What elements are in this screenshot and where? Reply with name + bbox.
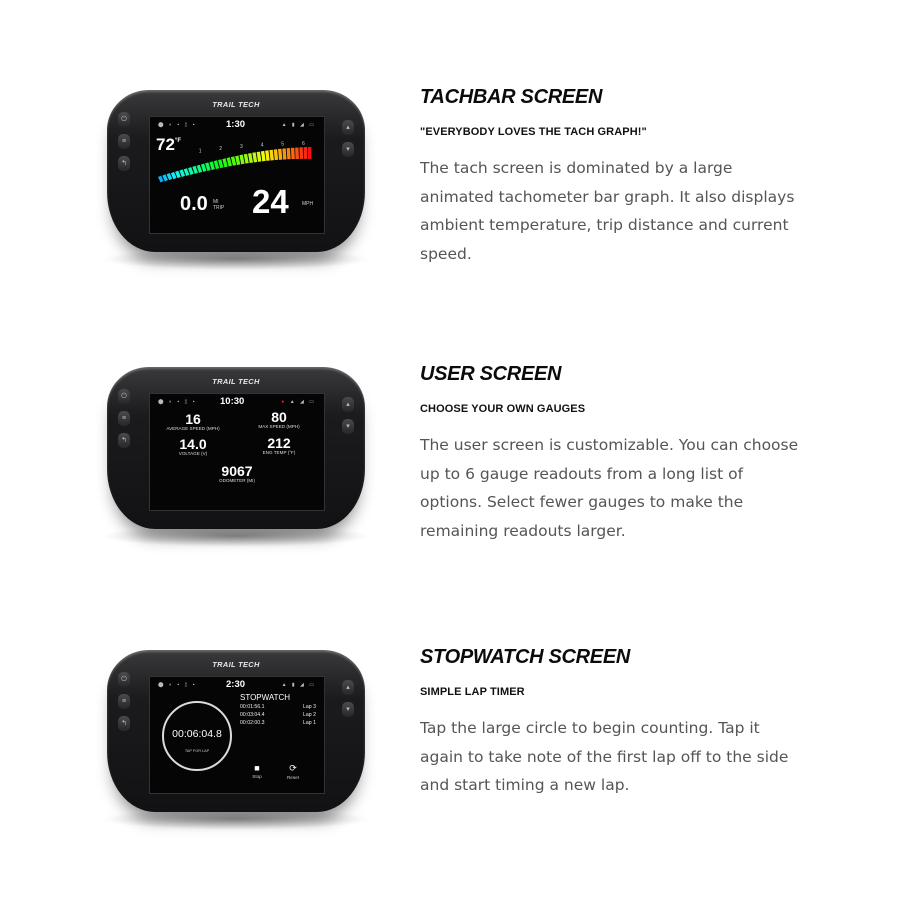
tap-for-lap-label: TAP FOR LAP [184, 749, 210, 753]
status-bar [150, 119, 324, 131]
status-bar [150, 396, 324, 408]
back-button-icon: ↰ [118, 716, 130, 731]
tach-bar-segment [299, 147, 303, 159]
gauge-max-speed [236, 410, 322, 430]
tach-bar-segment [282, 148, 286, 159]
trip-unit [213, 199, 224, 211]
device-shadow [101, 248, 371, 270]
tach-bar-segment [295, 147, 299, 159]
tach-bar-segment [291, 148, 295, 159]
tach-scale-label: 3 [240, 143, 243, 150]
stopwatch-panel-title: STOPWATCH [240, 693, 291, 702]
gauge-value: 14.0 [179, 436, 207, 452]
lap-name: Lap 1 [303, 720, 316, 726]
tach-bar-segment [244, 154, 249, 164]
gauge-label: VOLTAGE (V) [178, 451, 208, 456]
section-subtitle: "EVERYBODY LOVES THE TACH GRAPH!" [420, 126, 647, 138]
lap-name: Lap 2 [303, 712, 316, 718]
tachbar-device-image [107, 90, 365, 252]
section-title: USER SCREEN [420, 363, 562, 385]
temperature-unit: °F [174, 138, 181, 144]
gauge-voltage [150, 437, 236, 457]
reset-icon: ⟳ [289, 763, 297, 773]
section-title: STOPWATCH SCREEN [420, 646, 631, 668]
tach-bar-segment [257, 152, 262, 162]
tach-scale-label: 4 [260, 142, 264, 149]
temperature-value: 72 [156, 135, 175, 154]
status-icons-right: ● ▲ ◢ ▭ [281, 399, 316, 405]
tach-scale-label: 6 [302, 141, 305, 147]
tach-bar-segment [231, 156, 236, 165]
status-icons-left: ⬤ ◐ ▪ ▯ ▪ [158, 399, 197, 405]
trip-value: 0.0 [180, 193, 208, 215]
stopwatch-section [0, 628, 900, 888]
tach-bar-segment [261, 151, 266, 161]
clock: 1:30 [226, 119, 246, 130]
tach-bar-graph [150, 131, 324, 191]
tach-bar-segment [248, 153, 253, 163]
clock: 10:30 [220, 396, 245, 407]
gauge-label: ENG TEMP (°F) [262, 450, 296, 455]
tachbar-section [0, 68, 900, 328]
up-button-icon: ▴ [342, 120, 354, 135]
lap-name: Lap 3 [303, 704, 316, 710]
tach-bars [158, 147, 311, 182]
stop-label: Stop [252, 774, 262, 779]
up-button-icon: ▴ [342, 680, 354, 695]
stopwatch-time: 00:06:04.8 [172, 728, 222, 740]
up-button-icon: ▴ [342, 397, 354, 412]
gauge-value: 9067 [221, 463, 253, 479]
status-icons-right: ▲ ▮ ◢ ▭ [281, 682, 316, 688]
section-description: Tap the large circle to begin counting. Tap it again to take note of the first lap off to the side and start timing a new lap. [420, 719, 789, 794]
gauge-value: 212 [267, 435, 291, 451]
lap-time: 00:02:00.3 [240, 720, 265, 726]
down-button-icon: ▾ [342, 702, 354, 717]
down-button-icon: ▾ [342, 419, 354, 434]
status-bar [150, 679, 324, 691]
stopwatch-circle [162, 701, 232, 771]
tach-scale-label: 5 [281, 141, 285, 148]
gauge-odometer [194, 464, 280, 484]
tach-scale-label: 2 [219, 146, 223, 152]
tach-bar-segment [252, 152, 257, 162]
lap-time: 00:03:04.4 [240, 712, 265, 718]
gauge-engine-temp [236, 436, 322, 456]
trip-unit-bottom: TRIP [213, 205, 225, 211]
power-button-icon: ⏻ [118, 112, 130, 127]
section-description: The user screen is customizable. You can choose up to 6 gauge readouts from a long list of options. Select fewer gauges to make the remaining readouts larger. [420, 436, 799, 540]
tach-bar-segment [265, 150, 270, 161]
section-description: The tach screen is dominated by a large animated tachometer bar graph. It also displays ambient temperature, trip distance and current speed. [420, 159, 795, 263]
device-brand-logo: TRAIL TECH [212, 660, 260, 669]
reset-label: Reset [286, 775, 299, 780]
user-device-image [107, 367, 365, 529]
menu-button-icon: ≡ [118, 134, 130, 149]
power-button-icon: ⏻ [118, 389, 130, 404]
gauge-label: AVERAGE SPEED (MPH) [166, 426, 220, 431]
tach-scale-label: 1 [198, 148, 202, 155]
gauge-value: 16 [185, 411, 201, 427]
tach-bar-segment [304, 147, 308, 159]
status-icons-left: ⬤ ◐ ▪ ▯ ▪ [158, 682, 197, 688]
device-brand-logo: TRAIL TECH [212, 100, 260, 109]
menu-button-icon: ≡ [118, 694, 130, 709]
back-button-icon: ↰ [118, 156, 130, 171]
menu-button-icon: ≡ [118, 411, 130, 426]
down-button-icon: ▾ [342, 142, 354, 157]
stopwatch-device-image [107, 650, 365, 812]
stop-icon: ■ [254, 763, 260, 773]
section-subtitle: CHOOSE YOUR OWN GAUGES [420, 403, 586, 415]
tach-bar-segment [308, 147, 311, 159]
status-icons-left: ⬤ ◐ ▪ ▯ ▪ [158, 122, 197, 128]
reset-control [278, 763, 308, 780]
status-icons-right: ▲ ▮ ◢ ▭ [281, 122, 316, 128]
gauge-value: 80 [271, 409, 287, 425]
user-screen [149, 393, 325, 511]
user-screen-section [0, 345, 900, 605]
device-shadow [101, 808, 371, 830]
gauge-label: ODOMETER (MI) [219, 478, 255, 483]
tach-bar-segment [239, 155, 244, 165]
section-subtitle: SIMPLE LAP TIMER [420, 686, 525, 698]
tachbar-screen [149, 116, 325, 234]
device-shadow [101, 525, 371, 547]
lap-time: 00:01:56.1 [240, 704, 265, 710]
speed-value: 24 [252, 183, 289, 220]
gauge-average-speed [150, 412, 236, 432]
back-button-icon: ↰ [118, 433, 130, 448]
clock: 2:30 [226, 679, 246, 690]
power-button-icon: ⏻ [118, 672, 130, 687]
stopwatch-screen [149, 676, 325, 794]
tach-bar-segment [274, 149, 278, 160]
tach-bar-segment [278, 149, 282, 160]
tach-bar-segment [269, 150, 274, 161]
gauge-label: MAX SPEED (MPH) [258, 424, 300, 429]
tach-bar-segment [227, 157, 232, 166]
section-title: TACHBAR SCREEN [420, 86, 603, 108]
trip-unit-top: MI [213, 199, 219, 205]
speed-unit: MPH [302, 201, 314, 207]
stop-control [242, 763, 272, 779]
device-brand-logo: TRAIL TECH [212, 377, 260, 386]
tach-bar-segment [287, 148, 291, 159]
